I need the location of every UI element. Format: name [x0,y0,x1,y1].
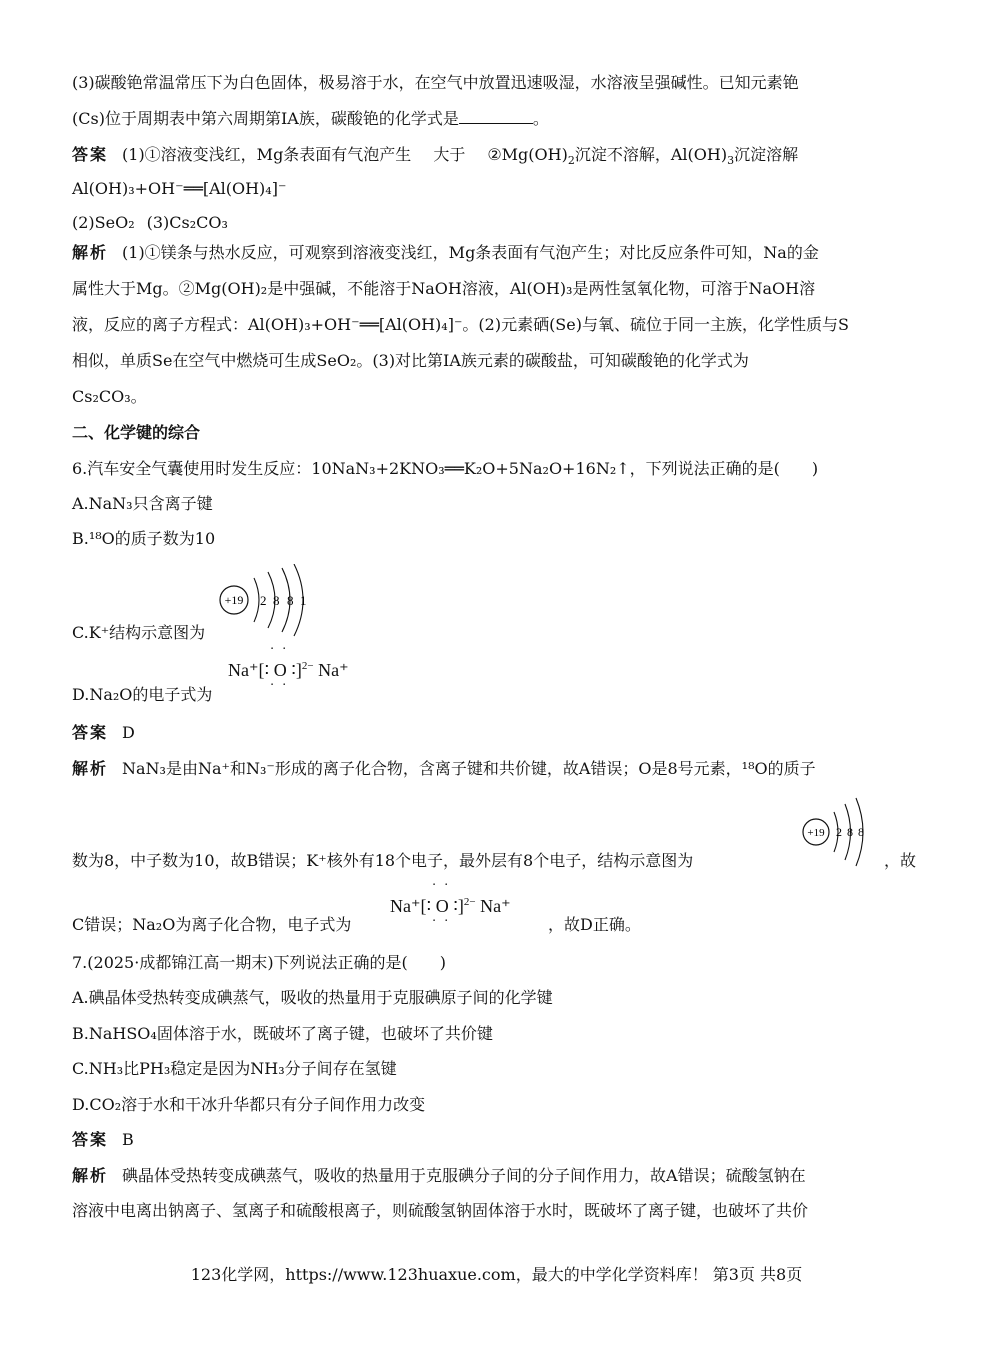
k-ion-structure-diagram-analysis [800,794,870,868]
q6-analysis-line1 [72,758,816,780]
q5-answer-line3 [72,212,228,234]
q5-answer-1b: 大于 [433,145,466,164]
q6-option-b: B.¹⁸O的质子数为10 [72,529,216,548]
q5-part3-line2 [72,108,549,130]
q5-part3-text: (Cs)位于周期表中第六周期第ⅠA族，碳酸铯的化学式是 [72,109,459,128]
q6-analysis-line2: 数为8，中子数为10，故B错误；K⁺核外有18个电子，最外层有8个电子，结构示意图为 [72,851,694,870]
analysis-shell-2: 8 [847,825,853,839]
q6-analysis-line3-end: ，故D正确。 [548,915,641,934]
q6-option-a: A.NaN₃只含离子键 [72,494,213,513]
answer-label: 答案 [72,145,109,164]
q5-answer-3: (3)Cs₂CO₃ [146,213,228,232]
oxygen-symbol: O [273,660,287,680]
q5-part3-line1: (3)碳酸铯常温常压下为白色固体，极易溶于水，在空气中放置迅速吸湿，水溶液呈强碱性。已知元素铯 [72,73,799,92]
q6-analysis-text1: NaN₃是由Na⁺和N₃⁻形成的离子化合物，含离子键和共价键，故A错误；O是8号元素，¹⁸O的质子 [122,759,816,778]
shell-4-count: 1 [300,593,307,608]
q6-answer [72,722,135,744]
analysis-na-ion-right: Na⁺ [480,896,511,916]
q7-option-b: B.NaHSO₄固体溶于水，既破坏了离子键，也破坏了共价键 [72,1024,493,1043]
na-ion-left: Na⁺ [228,660,259,680]
q7-analysis-line2: 溶液中电离出钠离子、氢离子和硫酸根离子，则硫酸氢钠固体溶于水时，既破坏了离子键，也破坏了共价 [72,1201,809,1220]
q5-analysis-line4: 相似，单质Se在空气中燃烧可生成SeO₂。(3)对比第ⅠA族元素的碳酸盐，可知碳酸铯的化学式为 [72,351,749,370]
q6-option-d [72,684,212,706]
q5-answer-eq: Al(OH)₃+OH⁻══[Al(OH)₄]⁻ [72,179,287,198]
q7-stem: 7.(2025·成都锦江高一期末)下列说法正确的是( ) [72,953,447,972]
q5-answer-1c-mid: 沉淀不溶解，Al(OH) [574,145,728,164]
q5-analysis-line2: 属性大于Mg。②Mg(OH)₂是中强碱，不能溶于NaOH溶液，Al(OH)₃是两性氢氧化物，可溶于NaOH溶 [72,279,816,298]
answer-label: 答案 [72,723,109,742]
analysis-label: 解析 [72,1166,109,1185]
q6-analysis-line3: C错误；Na₂O为离子化合物，电子式为 [72,915,352,934]
q6-option-d-text: D.Na₂O的电子式为 [72,685,213,704]
q5-analysis-line5: Cs₂CO₃。 [72,387,147,406]
oxide-charge: 2− [301,660,314,672]
nucleus-label: +19 [224,593,244,607]
q5-answer-line1: 答案 (1)①溶液变浅红，Mg条表面有气泡产生 大于 $②Mg(OH)_2$沉淀不溶解，$Al(OH)_3$沉淀溶解 [72,145,799,168]
q7-answer [72,1129,134,1151]
analysis-na-ion-left: Na⁺ [390,896,421,916]
q5-part3-end: 。 [532,109,549,128]
q7-option-c: C.NH₃比PH₃稳定是因为NH₃分子间存在氢键 [72,1059,397,1078]
analysis-shell-1: 2 [836,825,842,839]
analysis-label: 解析 [72,243,109,262]
q6-answer-value: D [122,723,135,742]
na-ion-right: Na⁺ [318,660,349,680]
q5-answer-1c-post: 沉淀溶解 [734,145,799,164]
shell-1-count: 2 [260,593,267,608]
section-title: 二、化学键的综合 [72,423,201,442]
k-ion-structure-diagram [216,564,316,640]
q7-analysis-line1 [72,1165,806,1187]
analysis-label: 解析 [72,759,109,778]
answer-blank [459,109,533,124]
answer-label: 答案 [72,1130,109,1149]
q7-option-d: D.CO₂溶于水和干冰升华都只有分子间作用力改变 [72,1095,426,1114]
q7-analysis-text1: 碘晶体受热转变成碘蒸气，吸收的热量用于克服碘分子间的分子间作用力，故A错误；硫酸氢钠在 [122,1166,806,1185]
shell-3-count: 8 [287,593,294,608]
analysis-nucleus-label: +19 [807,827,825,839]
na2o-electron-formula: Na⁺[∶ · · O · · ∶]$^{2-}$ Na⁺ [228,642,349,693]
na2o-electron-formula-analysis: Na⁺[∶ · · O · · ∶]$^{2-}$ Na⁺ [390,878,511,929]
q5-answer-1c: ②Mg(OH) [487,145,568,164]
q7-answer-value: B [122,1130,134,1149]
analysis-oxide-charge: 2− [463,896,476,908]
analysis-shell-3: 8 [858,825,864,839]
q5-analysis-line1 [72,242,819,264]
q5-answer-1: (1)①溶液变浅红，Mg条表面有气泡产生 [122,145,412,164]
q5-analysis-text1: (1)①镁条与热水反应，可观察到溶液变浅红，Mg条表面有气泡产生；对比反应条件可知，Na的金 [122,243,819,262]
page-footer: 123化学网，https://www.123huaxue.com，最大的中学化学资料库！ 第3页 共8页 [190,1265,803,1284]
q6-option-c: C.K⁺结构示意图为 [72,623,206,642]
q5-analysis-line3: 液，反应的离子方程式：Al(OH)₃+OH⁻══[Al(OH)₄]⁻。(2)元素硒(Se)与氧、硫位于同一主族，化学性质与S [72,315,849,334]
q6-analysis-line2-end: ，故 [884,851,917,870]
q6-stem: 6.汽车安全气囊使用时发生反应：10NaN₃+2KNO₃══K₂O+5Na₂O+16N₂↑，下列说法正确的是( ) [72,459,819,478]
shell-2-count: 8 [273,593,280,608]
q7-option-a: A.碘晶体受热转变成碘蒸气，吸收的热量用于克服碘原子间的化学键 [72,988,553,1007]
q5-answer-2: (2)SeO₂ [72,213,135,232]
analysis-oxygen-symbol: O [435,896,449,916]
